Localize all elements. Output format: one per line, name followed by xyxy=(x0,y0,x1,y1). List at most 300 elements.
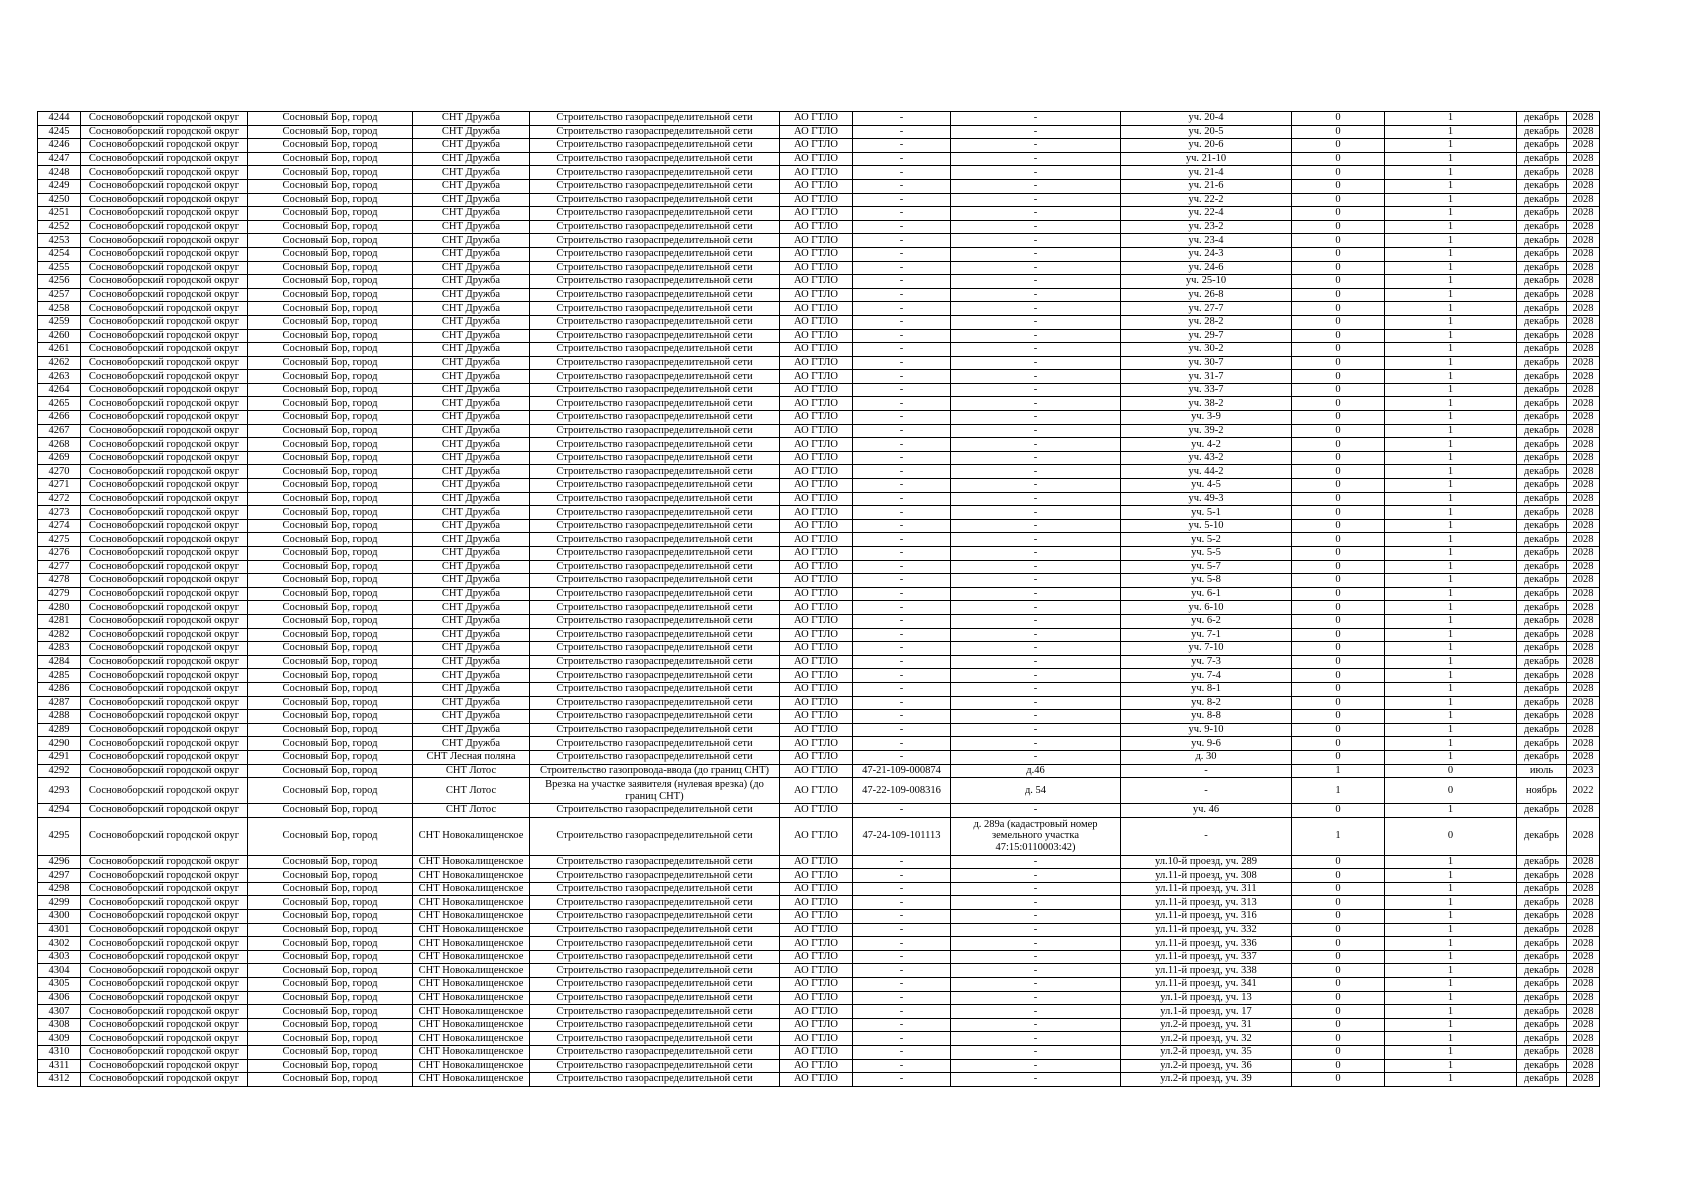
row-number-cell: 4268 xyxy=(38,438,81,452)
district-cell: Сосновоборский городской округ xyxy=(81,451,248,465)
snt-name-cell: СНТ Дружба xyxy=(413,642,530,656)
table-row xyxy=(38,560,1600,574)
year-cell: 2028 xyxy=(1567,937,1600,951)
flag-b-cell: 1 xyxy=(1385,614,1517,628)
row-number-cell: 4307 xyxy=(38,1005,81,1019)
row-number-cell: 4283 xyxy=(38,642,81,656)
district-cell: Сосновоборский городской округ xyxy=(81,356,248,370)
snt-name-cell: СНТ Дружба xyxy=(413,247,530,261)
year-cell: 2028 xyxy=(1567,628,1600,642)
flag-a-cell: 1 xyxy=(1292,817,1385,855)
month-cell: декабрь xyxy=(1517,152,1567,166)
snt-name-cell: СНТ Дружба xyxy=(413,710,530,724)
month-cell: декабрь xyxy=(1517,950,1567,964)
row-number-cell: 4274 xyxy=(38,519,81,533)
district-cell: Сосновоборский городской округ xyxy=(81,964,248,978)
table-row xyxy=(38,397,1600,411)
contract-number-cell: - xyxy=(853,628,951,642)
table-row xyxy=(38,750,1600,764)
flag-a-cell: 1 xyxy=(1292,778,1385,804)
month-cell: декабрь xyxy=(1517,642,1567,656)
plot-cell: уч. 44-2 xyxy=(1121,465,1292,479)
organization-cell: АО ГТЛО xyxy=(780,855,853,869)
row-number-cell: 4269 xyxy=(38,451,81,465)
plot-cell: уч. 23-4 xyxy=(1121,234,1292,248)
house-cell: - xyxy=(951,1073,1121,1087)
organization-cell: АО ГТЛО xyxy=(780,560,853,574)
flag-a-cell: 0 xyxy=(1292,247,1385,261)
flag-b-cell: 1 xyxy=(1385,669,1517,683)
table-row xyxy=(38,547,1600,561)
district-cell: Сосновоборский городской округ xyxy=(81,764,248,778)
district-cell: Сосновоборский городской округ xyxy=(81,1005,248,1019)
year-cell: 2028 xyxy=(1567,601,1600,615)
snt-name-cell: СНТ Дружба xyxy=(413,587,530,601)
work-type-cell: Строительство газораспределительной сети xyxy=(530,193,780,207)
year-cell: 2028 xyxy=(1567,896,1600,910)
row-number-cell: 4262 xyxy=(38,356,81,370)
plot-cell: уч. 22-4 xyxy=(1121,207,1292,221)
house-cell: - xyxy=(951,356,1121,370)
locality-cell: Сосновый Бор, город xyxy=(248,817,413,855)
contract-number-cell: - xyxy=(853,288,951,302)
month-cell: декабрь xyxy=(1517,560,1567,574)
row-number-cell: 4275 xyxy=(38,533,81,547)
row-number-cell: 4311 xyxy=(38,1059,81,1073)
locality-cell: Сосновый Бор, город xyxy=(248,574,413,588)
work-type-cell: Строительство газораспределительной сети xyxy=(530,855,780,869)
flag-b-cell: 1 xyxy=(1385,896,1517,910)
flag-b-cell: 1 xyxy=(1385,411,1517,425)
month-cell: декабрь xyxy=(1517,247,1567,261)
work-type-cell: Строительство газораспределительной сети xyxy=(530,125,780,139)
year-cell: 2028 xyxy=(1567,614,1600,628)
district-cell: Сосновоборский городской округ xyxy=(81,547,248,561)
flag-a-cell: 0 xyxy=(1292,370,1385,384)
month-cell: декабрь xyxy=(1517,669,1567,683)
flag-a-cell: 0 xyxy=(1292,574,1385,588)
contract-number-cell: - xyxy=(853,804,951,818)
flag-a-cell: 0 xyxy=(1292,411,1385,425)
flag-a-cell: 0 xyxy=(1292,207,1385,221)
plot-cell: уч. 5-10 xyxy=(1121,519,1292,533)
table-row xyxy=(38,817,1600,855)
organization-cell: АО ГТЛО xyxy=(780,601,853,615)
row-number-cell: 4309 xyxy=(38,1032,81,1046)
plot-cell: уч. 49-3 xyxy=(1121,492,1292,506)
row-number-cell: 4271 xyxy=(38,479,81,493)
contract-number-cell: 47-24-109-101113 xyxy=(853,817,951,855)
flag-b-cell: 1 xyxy=(1385,750,1517,764)
flag-b-cell: 1 xyxy=(1385,682,1517,696)
house-cell: - xyxy=(951,710,1121,724)
month-cell: декабрь xyxy=(1517,207,1567,221)
work-type-cell: Строительство газораспределительной сети xyxy=(530,275,780,289)
table-row xyxy=(38,669,1600,683)
organization-cell: АО ГТЛО xyxy=(780,179,853,193)
year-cell: 2028 xyxy=(1567,1046,1600,1060)
row-number-cell: 4308 xyxy=(38,1018,81,1032)
snt-name-cell: СНТ Дружба xyxy=(413,628,530,642)
work-type-cell: Строительство газораспределительной сети xyxy=(530,750,780,764)
flag-b-cell: 1 xyxy=(1385,179,1517,193)
plot-cell: уч. 22-2 xyxy=(1121,193,1292,207)
locality-cell: Сосновый Бор, город xyxy=(248,465,413,479)
year-cell: 2028 xyxy=(1567,817,1600,855)
flag-a-cell: 0 xyxy=(1292,465,1385,479)
row-number-cell: 4295 xyxy=(38,817,81,855)
plot-cell: уч. 43-2 xyxy=(1121,451,1292,465)
district-cell: Сосновоборский городской округ xyxy=(81,247,248,261)
row-number-cell: 4296 xyxy=(38,855,81,869)
locality-cell: Сосновый Бор, город xyxy=(248,950,413,964)
year-cell: 2028 xyxy=(1567,978,1600,992)
flag-b-cell: 1 xyxy=(1385,125,1517,139)
year-cell: 2028 xyxy=(1567,220,1600,234)
house-cell: - xyxy=(951,855,1121,869)
flag-a-cell: 0 xyxy=(1292,329,1385,343)
house-cell: - xyxy=(951,438,1121,452)
locality-cell: Сосновый Бор, город xyxy=(248,910,413,924)
snt-name-cell: СНТ Новокалищенское xyxy=(413,869,530,883)
district-cell: Сосновоборский городской округ xyxy=(81,533,248,547)
flag-a-cell: 0 xyxy=(1292,193,1385,207)
snt-name-cell: СНТ Новокалищенское xyxy=(413,1046,530,1060)
district-cell: Сосновоборский городской округ xyxy=(81,655,248,669)
table-row xyxy=(38,1032,1600,1046)
house-cell: - xyxy=(951,343,1121,357)
plot-cell: уч. 39-2 xyxy=(1121,424,1292,438)
locality-cell: Сосновый Бор, город xyxy=(248,356,413,370)
plot-cell: уч. 6-10 xyxy=(1121,601,1292,615)
table-row xyxy=(38,424,1600,438)
organization-cell: АО ГТЛО xyxy=(780,737,853,751)
plot-cell: уч. 6-1 xyxy=(1121,587,1292,601)
year-cell: 2028 xyxy=(1567,152,1600,166)
table-row xyxy=(38,964,1600,978)
contract-number-cell: - xyxy=(853,343,951,357)
plot-cell: уч. 30-7 xyxy=(1121,356,1292,370)
flag-a-cell: 0 xyxy=(1292,261,1385,275)
district-cell: Сосновоборский городской округ xyxy=(81,125,248,139)
work-type-cell: Строительство газораспределительной сети xyxy=(530,370,780,384)
flag-b-cell: 1 xyxy=(1385,207,1517,221)
row-number-cell: 4285 xyxy=(38,669,81,683)
flag-b-cell: 1 xyxy=(1385,1018,1517,1032)
flag-b-cell: 1 xyxy=(1385,1046,1517,1060)
contract-number-cell: - xyxy=(853,923,951,937)
contract-number-cell: - xyxy=(853,166,951,180)
table-row xyxy=(38,479,1600,493)
flag-b-cell: 1 xyxy=(1385,166,1517,180)
flag-a-cell: 0 xyxy=(1292,642,1385,656)
row-number-cell: 4284 xyxy=(38,655,81,669)
locality-cell: Сосновый Бор, город xyxy=(248,1059,413,1073)
flag-a-cell: 0 xyxy=(1292,882,1385,896)
organization-cell: АО ГТЛО xyxy=(780,778,853,804)
work-type-cell: Строительство газораспределительной сети xyxy=(530,112,780,126)
locality-cell: Сосновый Бор, город xyxy=(248,506,413,520)
year-cell: 2028 xyxy=(1567,479,1600,493)
house-cell: - xyxy=(951,560,1121,574)
row-number-cell: 4289 xyxy=(38,723,81,737)
organization-cell: АО ГТЛО xyxy=(780,764,853,778)
plot-cell: ул.2-й проезд, уч. 36 xyxy=(1121,1059,1292,1073)
work-type-cell: Строительство газораспределительной сети xyxy=(530,817,780,855)
flag-a-cell: 0 xyxy=(1292,723,1385,737)
flag-a-cell: 0 xyxy=(1292,937,1385,951)
flag-a-cell: 0 xyxy=(1292,1073,1385,1087)
flag-b-cell: 1 xyxy=(1385,560,1517,574)
month-cell: декабрь xyxy=(1517,193,1567,207)
work-type-cell: Строительство газораспределительной сети xyxy=(530,315,780,329)
year-cell: 2028 xyxy=(1567,234,1600,248)
table-row xyxy=(38,655,1600,669)
house-cell: - xyxy=(951,682,1121,696)
flag-b-cell: 1 xyxy=(1385,574,1517,588)
locality-cell: Сосновый Бор, город xyxy=(248,869,413,883)
work-type-cell: Строительство газораспределительной сети xyxy=(530,234,780,248)
snt-name-cell: СНТ Новокалищенское xyxy=(413,855,530,869)
flag-a-cell: 0 xyxy=(1292,234,1385,248)
locality-cell: Сосновый Бор, город xyxy=(248,882,413,896)
year-cell: 2028 xyxy=(1567,166,1600,180)
contract-number-cell: - xyxy=(853,275,951,289)
month-cell: декабрь xyxy=(1517,397,1567,411)
flag-b-cell: 1 xyxy=(1385,882,1517,896)
month-cell: декабрь xyxy=(1517,1032,1567,1046)
house-cell: - xyxy=(951,1005,1121,1019)
house-cell: д.46 xyxy=(951,764,1121,778)
house-cell: д. 289а (кадастровый номер земельного участка 47:15:0110003:42) xyxy=(951,817,1121,855)
year-cell: 2028 xyxy=(1567,343,1600,357)
contract-number-cell: - xyxy=(853,882,951,896)
flag-b-cell: 1 xyxy=(1385,220,1517,234)
row-number-cell: 4253 xyxy=(38,234,81,248)
table-row xyxy=(38,978,1600,992)
year-cell: 2022 xyxy=(1567,778,1600,804)
contract-number-cell: - xyxy=(853,1032,951,1046)
plot-cell: ул.11-й проезд, уч. 308 xyxy=(1121,869,1292,883)
district-cell: Сосновоборский городской округ xyxy=(81,519,248,533)
plot-cell: д. 30 xyxy=(1121,750,1292,764)
work-type-cell: Строительство газораспределительной сети xyxy=(530,1018,780,1032)
month-cell: декабрь xyxy=(1517,1059,1567,1073)
month-cell: декабрь xyxy=(1517,356,1567,370)
house-cell: - xyxy=(951,669,1121,683)
snt-name-cell: СНТ Дружба xyxy=(413,451,530,465)
contract-number-cell: - xyxy=(853,506,951,520)
year-cell: 2028 xyxy=(1567,302,1600,316)
snt-name-cell: СНТ Лесная поляна xyxy=(413,750,530,764)
house-cell: - xyxy=(951,139,1121,153)
district-cell: Сосновоборский городской округ xyxy=(81,601,248,615)
house-cell: - xyxy=(951,234,1121,248)
snt-name-cell: СНТ Дружба xyxy=(413,139,530,153)
district-cell: Сосновоборский городской округ xyxy=(81,479,248,493)
table-row xyxy=(38,261,1600,275)
flag-a-cell: 0 xyxy=(1292,669,1385,683)
locality-cell: Сосновый Бор, город xyxy=(248,991,413,1005)
locality-cell: Сосновый Бор, город xyxy=(248,737,413,751)
year-cell: 2028 xyxy=(1567,397,1600,411)
snt-name-cell: СНТ Дружба xyxy=(413,193,530,207)
plot-cell: уч. 5-8 xyxy=(1121,574,1292,588)
year-cell: 2028 xyxy=(1567,910,1600,924)
snt-name-cell: СНТ Дружба xyxy=(413,465,530,479)
house-cell: - xyxy=(951,964,1121,978)
month-cell: декабрь xyxy=(1517,451,1567,465)
work-type-cell: Строительство газораспределительной сети xyxy=(530,964,780,978)
house-cell: - xyxy=(951,587,1121,601)
flag-a-cell: 0 xyxy=(1292,923,1385,937)
plot-cell: уч. 8-2 xyxy=(1121,696,1292,710)
gasification-schedule-table xyxy=(37,111,1600,1087)
flag-b-cell: 1 xyxy=(1385,923,1517,937)
row-number-cell: 4246 xyxy=(38,139,81,153)
snt-name-cell: СНТ Новокалищенское xyxy=(413,937,530,951)
locality-cell: Сосновый Бор, город xyxy=(248,587,413,601)
month-cell: декабрь xyxy=(1517,370,1567,384)
contract-number-cell: - xyxy=(853,179,951,193)
snt-name-cell: СНТ Дружба xyxy=(413,560,530,574)
house-cell: - xyxy=(951,642,1121,656)
flag-b-cell: 0 xyxy=(1385,778,1517,804)
year-cell: 2028 xyxy=(1567,547,1600,561)
table-row xyxy=(38,574,1600,588)
month-cell: декабрь xyxy=(1517,125,1567,139)
locality-cell: Сосновый Бор, город xyxy=(248,383,413,397)
plot-cell: ул.11-й проезд, уч. 338 xyxy=(1121,964,1292,978)
month-cell: декабрь xyxy=(1517,614,1567,628)
flag-a-cell: 0 xyxy=(1292,696,1385,710)
work-type-cell: Строительство газораспределительной сети xyxy=(530,669,780,683)
plot-cell: уч. 8-8 xyxy=(1121,710,1292,724)
row-number-cell: 4282 xyxy=(38,628,81,642)
organization-cell: АО ГТЛО xyxy=(780,710,853,724)
flag-b-cell: 1 xyxy=(1385,112,1517,126)
flag-b-cell: 1 xyxy=(1385,628,1517,642)
table-row xyxy=(38,166,1600,180)
table-row xyxy=(38,207,1600,221)
work-type-cell: Строительство газораспределительной сети xyxy=(530,574,780,588)
flag-a-cell: 0 xyxy=(1292,479,1385,493)
table-row xyxy=(38,764,1600,778)
district-cell: Сосновоборский городской округ xyxy=(81,710,248,724)
locality-cell: Сосновый Бор, город xyxy=(248,696,413,710)
contract-number-cell: - xyxy=(853,220,951,234)
flag-a-cell: 0 xyxy=(1292,139,1385,153)
organization-cell: АО ГТЛО xyxy=(780,817,853,855)
flag-a-cell: 0 xyxy=(1292,964,1385,978)
plot-cell: уч. 4-2 xyxy=(1121,438,1292,452)
table-row xyxy=(38,1073,1600,1087)
year-cell: 2028 xyxy=(1567,574,1600,588)
work-type-cell: Строительство газораспределительной сети xyxy=(530,601,780,615)
flag-b-cell: 1 xyxy=(1385,465,1517,479)
flag-b-cell: 1 xyxy=(1385,261,1517,275)
month-cell: декабрь xyxy=(1517,601,1567,615)
work-type-cell: Строительство газораспределительной сети xyxy=(530,655,780,669)
organization-cell: АО ГТЛО xyxy=(780,1073,853,1087)
district-cell: Сосновоборский городской округ xyxy=(81,737,248,751)
house-cell: - xyxy=(951,723,1121,737)
contract-number-cell: - xyxy=(853,1018,951,1032)
district-cell: Сосновоборский городской округ xyxy=(81,923,248,937)
year-cell: 2028 xyxy=(1567,655,1600,669)
house-cell: - xyxy=(951,696,1121,710)
flag-a-cell: 0 xyxy=(1292,710,1385,724)
row-number-cell: 4258 xyxy=(38,302,81,316)
work-type-cell: Строительство газораспределительной сети xyxy=(530,492,780,506)
year-cell: 2028 xyxy=(1567,1005,1600,1019)
plot-cell: уч. 9-10 xyxy=(1121,723,1292,737)
row-number-cell: 4299 xyxy=(38,896,81,910)
work-type-cell: Строительство газораспределительной сети xyxy=(530,642,780,656)
locality-cell: Сосновый Бор, город xyxy=(248,937,413,951)
month-cell: декабрь xyxy=(1517,112,1567,126)
locality-cell: Сосновый Бор, город xyxy=(248,1073,413,1087)
table-row xyxy=(38,628,1600,642)
contract-number-cell: - xyxy=(853,642,951,656)
organization-cell: АО ГТЛО xyxy=(780,896,853,910)
district-cell: Сосновоборский городской округ xyxy=(81,234,248,248)
year-cell: 2028 xyxy=(1567,533,1600,547)
month-cell: декабрь xyxy=(1517,817,1567,855)
snt-name-cell: СНТ Новокалищенское xyxy=(413,896,530,910)
district-cell: Сосновоборский городской округ xyxy=(81,882,248,896)
month-cell: декабрь xyxy=(1517,964,1567,978)
house-cell: - xyxy=(951,533,1121,547)
district-cell: Сосновоборский городской округ xyxy=(81,261,248,275)
work-type-cell: Строительство газораспределительной сети xyxy=(530,978,780,992)
year-cell: 2028 xyxy=(1567,451,1600,465)
house-cell: - xyxy=(951,247,1121,261)
house-cell: - xyxy=(951,737,1121,751)
row-number-cell: 4265 xyxy=(38,397,81,411)
year-cell: 2028 xyxy=(1567,869,1600,883)
organization-cell: АО ГТЛО xyxy=(780,869,853,883)
work-type-cell: Строительство газораспределительной сети xyxy=(530,356,780,370)
house-cell: - xyxy=(951,869,1121,883)
table-row xyxy=(38,1046,1600,1060)
district-cell: Сосновоборский городской округ xyxy=(81,288,248,302)
organization-cell: АО ГТЛО xyxy=(780,614,853,628)
organization-cell: АО ГТЛО xyxy=(780,574,853,588)
month-cell: декабрь xyxy=(1517,275,1567,289)
year-cell: 2028 xyxy=(1567,587,1600,601)
snt-name-cell: СНТ Дружба xyxy=(413,125,530,139)
contract-number-cell: - xyxy=(853,519,951,533)
flag-b-cell: 1 xyxy=(1385,642,1517,656)
snt-name-cell: СНТ Дружба xyxy=(413,397,530,411)
table-row xyxy=(38,465,1600,479)
month-cell: декабрь xyxy=(1517,533,1567,547)
table-row xyxy=(38,710,1600,724)
flag-a-cell: 0 xyxy=(1292,855,1385,869)
organization-cell: АО ГТЛО xyxy=(780,991,853,1005)
contract-number-cell: - xyxy=(853,737,951,751)
work-type-cell: Строительство газораспределительной сети xyxy=(530,937,780,951)
month-cell: декабрь xyxy=(1517,234,1567,248)
snt-name-cell: СНТ Дружба xyxy=(413,696,530,710)
row-number-cell: 4247 xyxy=(38,152,81,166)
contract-number-cell: - xyxy=(853,247,951,261)
table-row xyxy=(38,855,1600,869)
contract-number-cell: - xyxy=(853,302,951,316)
district-cell: Сосновоборский городской округ xyxy=(81,1046,248,1060)
contract-number-cell: 47-21-109-000874 xyxy=(853,764,951,778)
